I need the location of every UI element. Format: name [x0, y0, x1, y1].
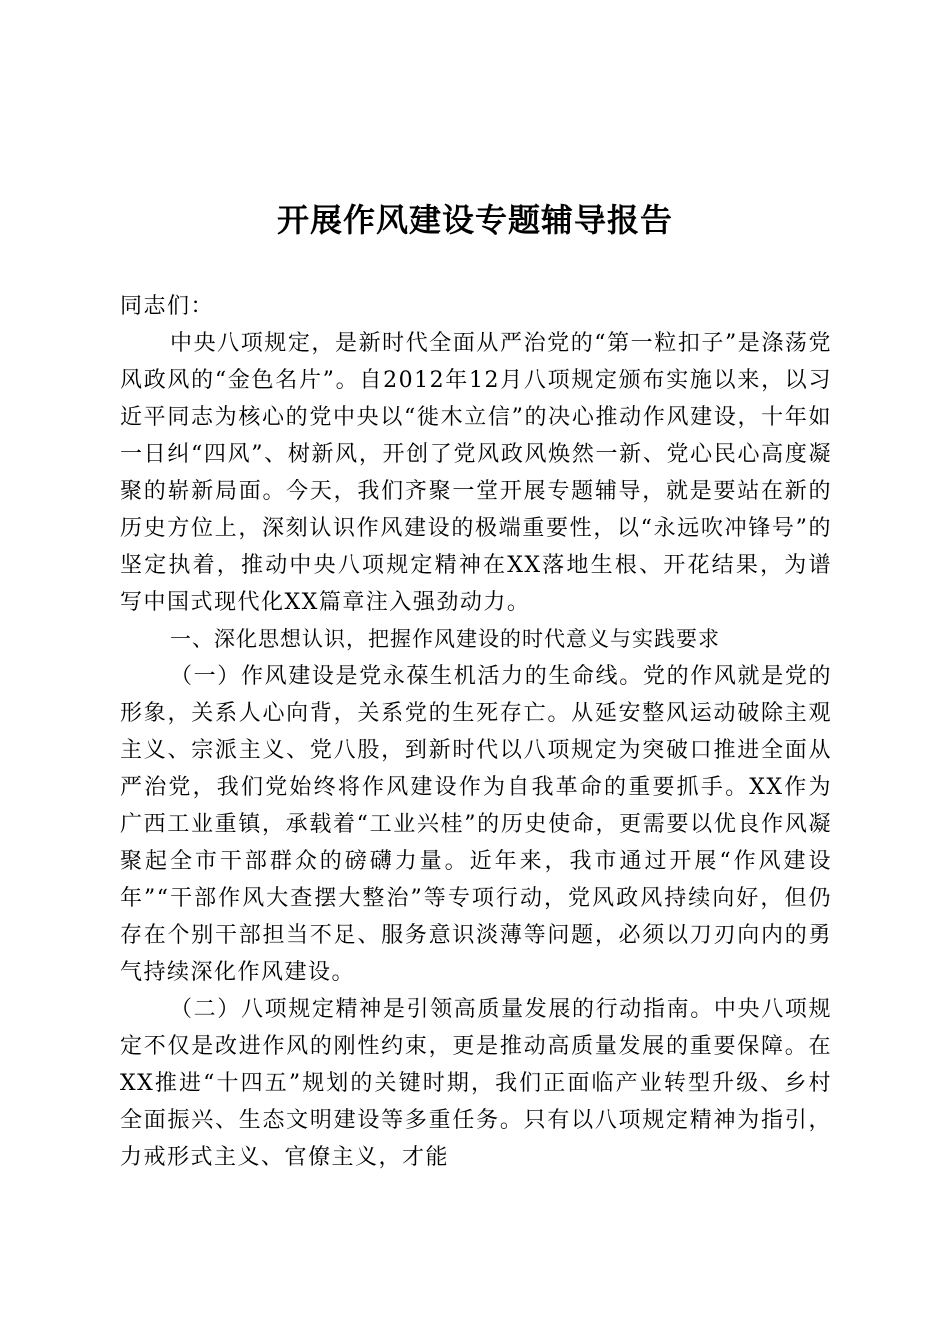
sub-paragraph-1: （一）作风建设是党永葆生机活力的生命线。党的作风就是党的形象，关系人心向背，关系党的生死存亡。从延安整风运动破除主观主义、宗派主义、党八股，到新时代以八项规定为突破口推进全面从严治党，我们党始终将作风建设作为自我革命的重要抓手。XX作为广西工业重镇，承载着“工业兴桂”的历史使命，更需要以优良作风凝聚起全市干部群众的磅礴力量。近年来，我市通过开展“作风建设年”“干部作风大查摆大整治”等专项行动，党风政风持续向好，但仍存在个别干部担当不足、服务意识淡薄等问题，必须以刀刃向内的勇气持续深化作风建设。 [120, 664, 832, 985]
section-heading: 一、深化思想认识，把握作风建设的时代意义与实践要求 [170, 627, 720, 651]
document-title: 开展作风建设专题辅导报告 [276, 201, 673, 239]
salutation: 同志们： [120, 294, 215, 319]
intro-paragraph: 中央八项规定，是新时代全面从严治党的“第一粒扣子”是涤荡党风政风的“金色名片”。自2012年12月八项规定颁布实施以来，以习近平同志为核心的党中央以“徙木立信”的决心推动作风建设，十年如一日纠“四风”、树新风，开创了党风政风焕然一新、党心民心高度凝聚的崭新局面。今天，我们齐聚一堂开展专题辅导，就是要站在新的历史方位上，深刻认识作风建设的极端重要性，以“永远吹冲锋号”的坚定执着，推动中央八项规定精神在XX落地生根、开花结果，为谱写中国式现代化XX篇章注入强劲动力。 [120, 331, 832, 615]
document-body [120, 288, 832, 1176]
sub-paragraph-2: （二）八项规定精神是引领高质量发展的行动指南。中央八项规定不仅是改进作风的刚性约束，更是推动高质量发展的重要保障。在XX推进“十四五”规划的关键时期，我们正面临产业转型升级、乡村全面振兴、生态文明建设等多重任务。只有以八项规定精神为指引，力戒形式主义、官僚主义，才能 [120, 997, 832, 1170]
